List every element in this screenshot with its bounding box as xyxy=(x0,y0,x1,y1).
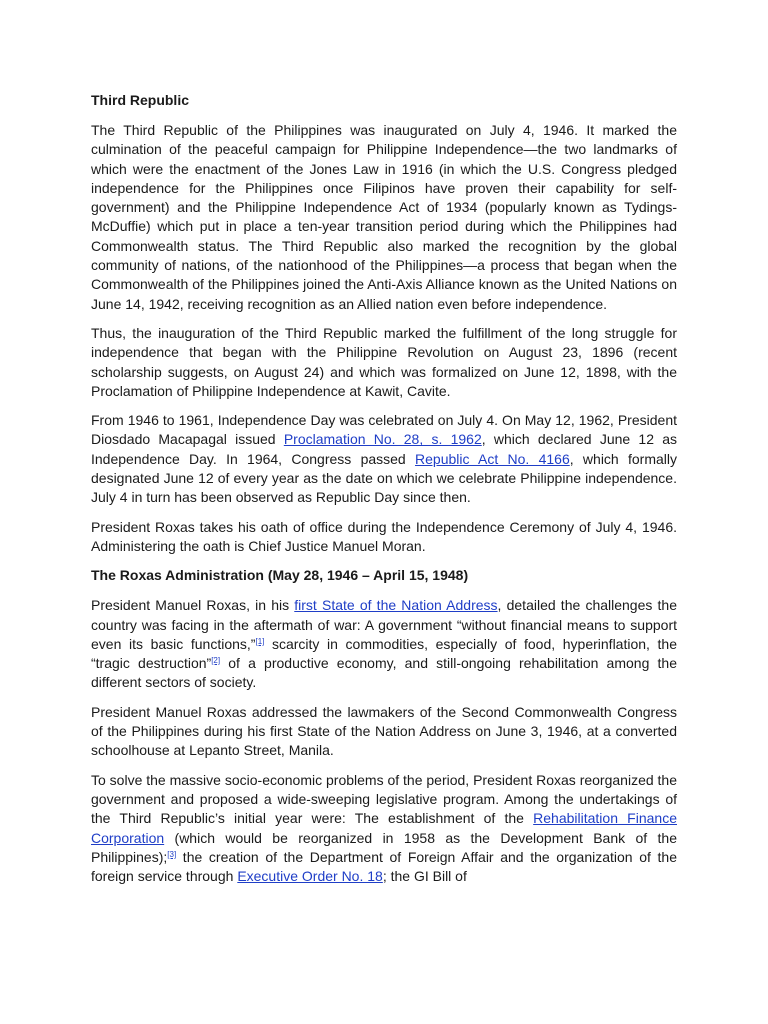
section-heading-roxas-administration: The Roxas Administration (May 28, 1946 – April 15, 1948) xyxy=(91,567,469,584)
link-rehabilitation-finance-corporation[interactable]: Rehabilitation Finance Corporation xyxy=(91,810,677,846)
footnote-ref-2[interactable]: [2] xyxy=(211,656,221,666)
document-page xyxy=(91,91,677,896)
link-republic-act-4166[interactable]: Republic Act No. 4166 xyxy=(415,450,570,467)
paragraph-oath: President Roxas takes his oath of office during the Independence Ceremony of July 4, 1946. Administering the oath is Chief Justice Manuel Moran. xyxy=(91,518,677,554)
footnote-ref-1[interactable]: [1] xyxy=(255,636,265,646)
paragraph-independence-day: From 1946 to 1961, Independence Day was celebrated on July 4. On May 12, 1962, President Diosdado Macapagal issued Proclamation No. 28, s. 1962, which declared June 12 as Independence Day. In 1964, Congress passed Republic Act No. 4166, which formally designated June 12 of every year as the date on which we celebrate Philippine independence. July 4 in turn has been observed as Republic Day since then. xyxy=(91,412,678,506)
link-first-sona[interactable]: first State of the Nation Address xyxy=(294,597,498,614)
paragraph-lawmakers: President Manuel Roxas addressed the lawmakers of the Second Commonwealth Congress of the Philippines during his first State of the Nation Address on June 3, 1946, at a converted schoolhouse at Lepanto Street, Manila. xyxy=(91,703,677,759)
link-executive-order-18[interactable]: Executive Order No. 18 xyxy=(237,868,383,885)
paragraph-sona: President Manuel Roxas, in his first State of the Nation Address, detailed the challenges the country was facing in the aftermath of war: A government “without financial means to support even its basic functions,”[1] scarcity in commodities, especially of food, hyperinflation, the “tragic destruction”[2] of a productive economy, and still-ongoing rehabilitation among the different sectors of society. xyxy=(91,597,678,691)
paragraph-inauguration: The Third Republic of the Philippines was inaugurated on July 4, 1946. It marked the culmination of the peaceful campaign for Philippine Independence—the two landmarks of which were the enactment of the Jones Law in 1916 (in which the U.S. Congress pledged independence for the Philippines once Filipinos have proven their capability for self-government) and the Philippine Independence Act of 1934 (popularly known as Tydings-McDuffie) which put in place a ten-year transition period during which the Philippines had Commonwealth status. The Third Republic also marked the recognition by the global community of nations, of the nationhood of the Philippines—a process that began when the Commonwealth of the Philippines joined the Anti-Axis Alliance known as the United Nations on June 14, 1942, receiving recognition as an Allied nation even before independence. xyxy=(91,122,677,312)
footnote-ref-3[interactable]: [3] xyxy=(167,849,177,859)
link-proclamation-28[interactable]: Proclamation No. 28, s. 1962 xyxy=(283,431,482,448)
paragraph-fulfillment: Thus, the inauguration of the Third Republic marked the fulfillment of the long struggle for independence that began with the Philippine Revolution on August 23, 1896 (recent scholarship suggests, on August 24) and which was formalized on June 12, 1898, with the Proclamation of Philippine Independence at Kawit, Cavite. xyxy=(91,324,677,399)
section-heading-third-republic: Third Republic xyxy=(91,92,189,108)
paragraph-reorganization: To solve the massive socio-economic problems of the period, President Roxas reorganized the government and proposed a wide-sweeping legislative program. Among the undertakings of the Third Republic’s initial year were: The establishment of the Rehabilitation Finance Corporation (which would be reorganized in 1958 as the Development Bank of the Philippines);[3] the creation of the Department of Foreign Affair and the organization of the foreign service through Executive Order No. 18; the GI Bill of xyxy=(91,771,677,885)
